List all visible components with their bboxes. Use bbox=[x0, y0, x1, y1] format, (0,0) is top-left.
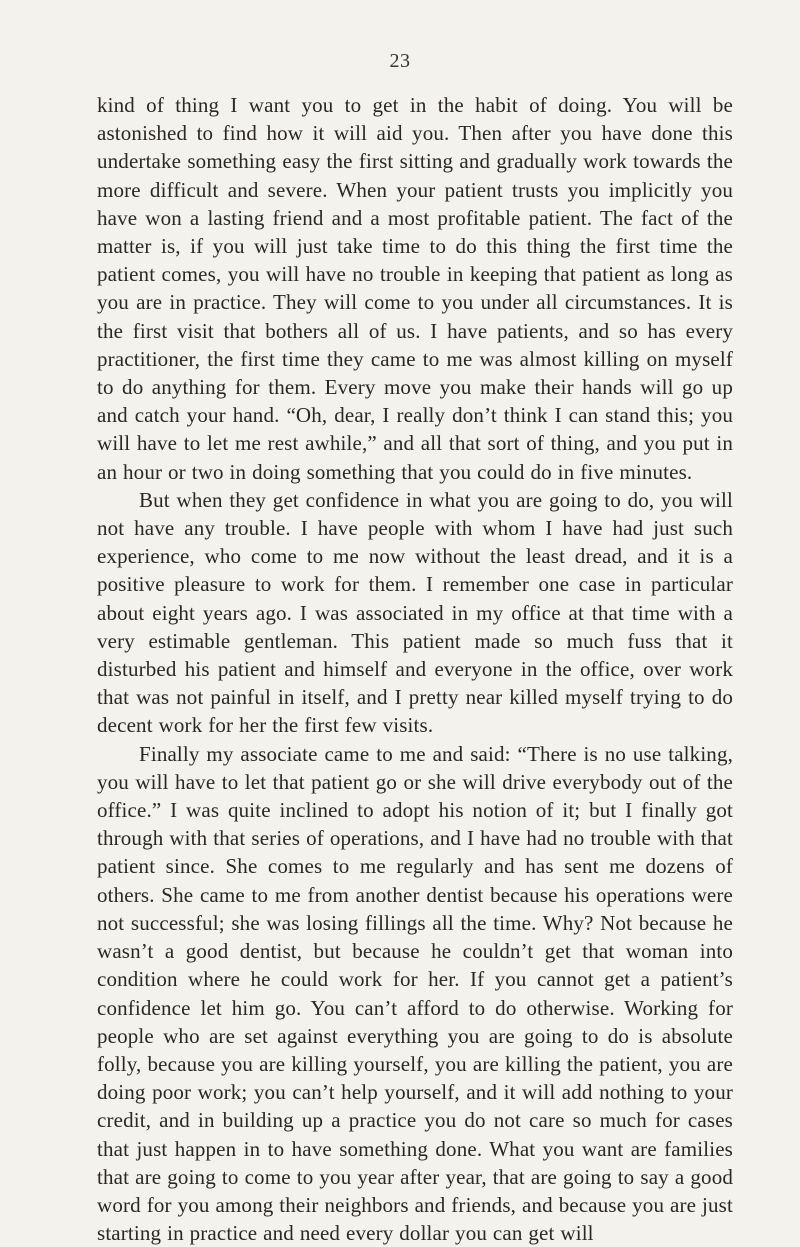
page-number: 23 bbox=[389, 50, 411, 72]
paragraph: kind of thing I want you to get in the habit of doing. You will be astonished to find how it will aid you. Then after you have done this undertake something easy the first sitting and gradually work towards the more difficult and severe. When your patient trusts you implicitly you have won a lasting friend and a most profitable patient. The fact of the matter is, if you will just take time to do this thing the first time the patient comes, you will have no trouble in keeping that patient as long as you are in practice. They will come to you under all circumstances. It is the first visit that bothers all of us. I have patients, and so has every practitioner, the first time they came to me was almost killing on myself to do anything for them. Every move you make their hands will go up and catch your hand. “Oh, dear, I really don’t think I can stand this; you will have to let me rest awhile,” and all that sort of thing, and you put in an hour or two in doing something that you could do in five minutes. bbox=[97, 93, 733, 484]
paragraph: But when they get confidence in what you are going to do, you will not have any trouble. I have people with whom I have had just such experience, who come to me now without the least dread, and it is a positive pleasure to work for them. I remember one case in particular about eight years ago. I was associated in my office at that time with a very estimable gentleman. This patient made so much fuss that it disturbed his patient and himself and everyone in the office, over work that was not painful in itself, and I pretty near killed myself trying to do decent work for her the first few visits. bbox=[97, 487, 733, 738]
paragraph: Finally my associate came to me and said: “There is no use talking, you will have to let that patient go or she will drive everybody out of the office.” I was quite inclined to adopt his notion of it; but I finally got through with that series of operations, and I have had no trouble with that patient since. She comes to me regularly and has sent me dozens of others. She came to me from another dentist because his operations were not successful; she was losing fillings all the time. Why? Not because he wasn’t a good dentist, but because he couldn’t get that woman into condition where he could work for her. If you cannot get a patient’s confidence let him go. You can’t afford to do otherwise. Working for people who are set against everything you are going to do is absolute folly, because you are killing yourself, you are killing the patient, you are doing poor work; you can’t help yourself, and it will add nothing to your credit, and in building up a practice you do not care so much for cases that just happen in to have something done. What you want are families that are going to come to you year after year, that are going to say a good word for you among their neighbors and friends, and because you are just starting in practice and need every dollar you can get will bbox=[97, 741, 733, 1246]
body-text bbox=[97, 91, 733, 1247]
